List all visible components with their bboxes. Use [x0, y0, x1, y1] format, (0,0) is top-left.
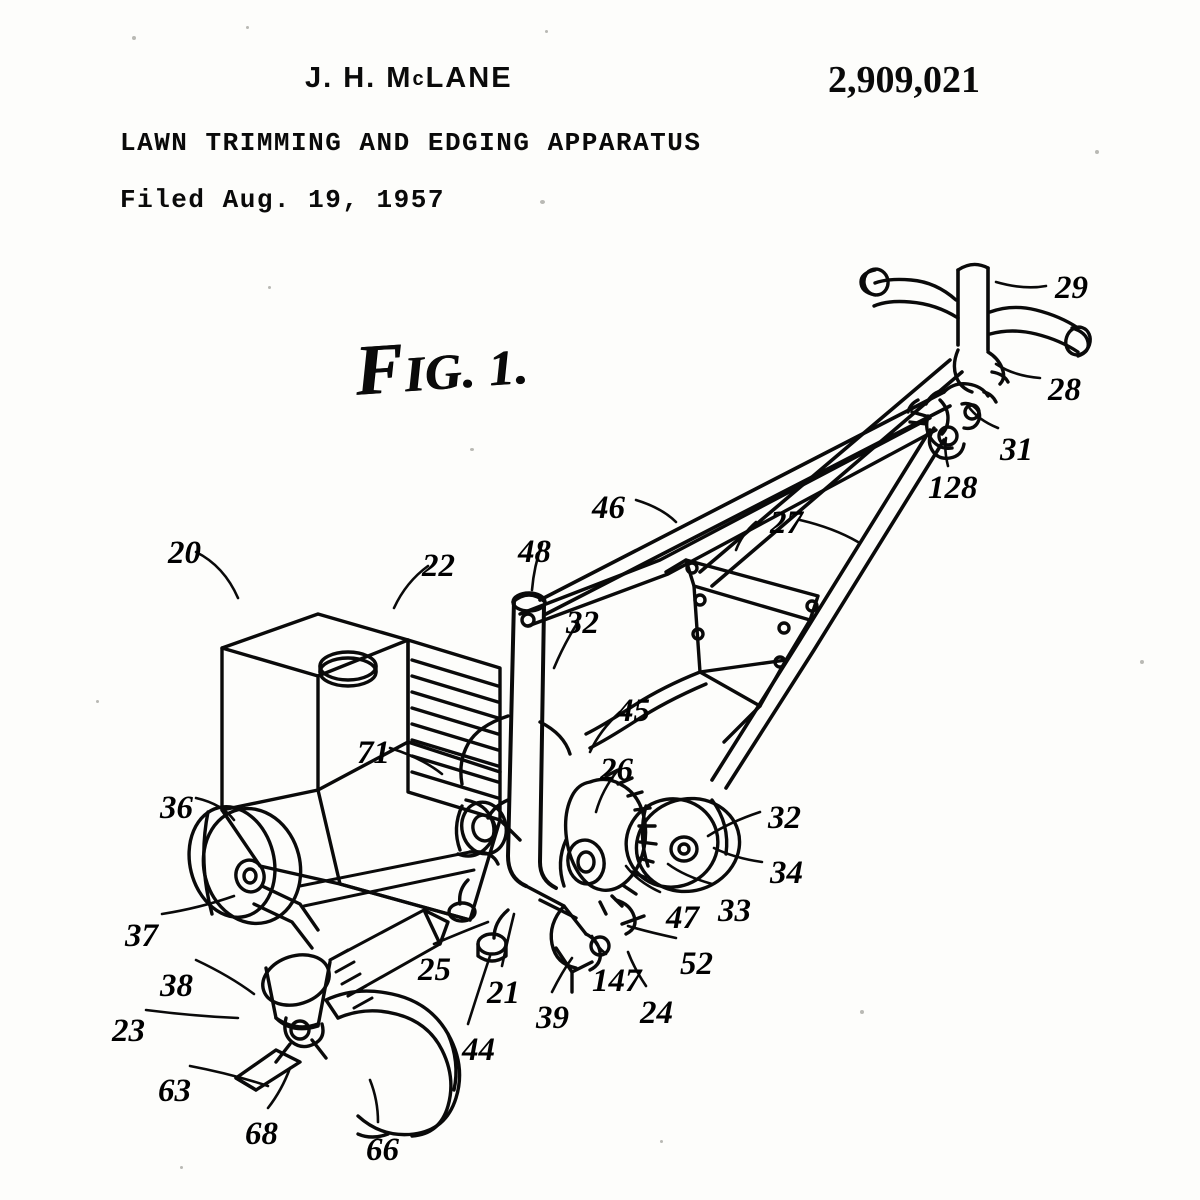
- reference-numeral-29: 29: [1055, 270, 1088, 306]
- reference-numeral-23: 23: [112, 1013, 145, 1049]
- scan-speckle: [1095, 150, 1099, 154]
- reference-numeral-32r: 32: [768, 800, 801, 836]
- scan-speckle: [660, 1140, 663, 1143]
- inventor-name: J. H. McLANE: [305, 62, 513, 94]
- figure-caption: FIG. 1.: [352, 327, 530, 411]
- reference-numeral-147: 147: [592, 963, 642, 999]
- reference-numeral-38: 38: [160, 968, 193, 1004]
- reference-numeral-46: 46: [592, 490, 625, 526]
- reference-numeral-22: 22: [422, 548, 455, 584]
- scan-speckle: [268, 286, 271, 289]
- scan-speckle: [96, 700, 99, 703]
- reference-numeral-33: 33: [718, 893, 751, 929]
- scan-speckle: [132, 36, 136, 40]
- reference-numeral-26: 26: [600, 752, 633, 788]
- scan-speckle: [1140, 660, 1144, 664]
- scan-speckle: [246, 26, 249, 29]
- filing-date: Filed Aug. 19, 1957: [120, 185, 445, 215]
- reference-numeral-48: 48: [518, 534, 551, 570]
- reference-numeral-25: 25: [418, 952, 451, 988]
- reference-numeral-28: 28: [1048, 372, 1081, 408]
- reference-numeral-45: 45: [617, 693, 650, 729]
- reference-numeral-20: 20: [168, 535, 201, 571]
- reference-numeral-44: 44: [462, 1032, 495, 1068]
- scan-speckle: [860, 1010, 864, 1014]
- reference-numeral-47: 47: [666, 900, 699, 936]
- reference-numeral-24: 24: [640, 995, 673, 1031]
- scan-speckle: [545, 30, 548, 33]
- reference-numeral-71: 71: [357, 735, 390, 771]
- reference-numeral-31: 31: [1000, 432, 1033, 468]
- reference-numeral-34: 34: [770, 855, 803, 891]
- patent-title: LAWN TRIMMING AND EDGING APPARATUS: [120, 128, 702, 158]
- reference-numeral-52: 52: [680, 946, 713, 982]
- reference-numeral-37: 37: [125, 918, 158, 954]
- scan-speckle: [470, 448, 474, 451]
- scan-speckle: [540, 200, 545, 204]
- reference-numeral-32t: 32: [566, 605, 599, 641]
- scan-speckle: [180, 1166, 183, 1169]
- patent-number: 2,909,021: [828, 59, 980, 101]
- reference-numeral-63: 63: [158, 1073, 191, 1109]
- reference-numeral-128: 128: [928, 470, 978, 506]
- reference-numeral-36: 36: [160, 790, 193, 826]
- reference-numeral-27: 27: [770, 505, 803, 541]
- reference-numeral-68: 68: [245, 1116, 278, 1152]
- reference-numeral-66: 66: [366, 1132, 399, 1168]
- reference-numeral-39: 39: [536, 1000, 569, 1036]
- reference-numeral-21: 21: [487, 975, 520, 1011]
